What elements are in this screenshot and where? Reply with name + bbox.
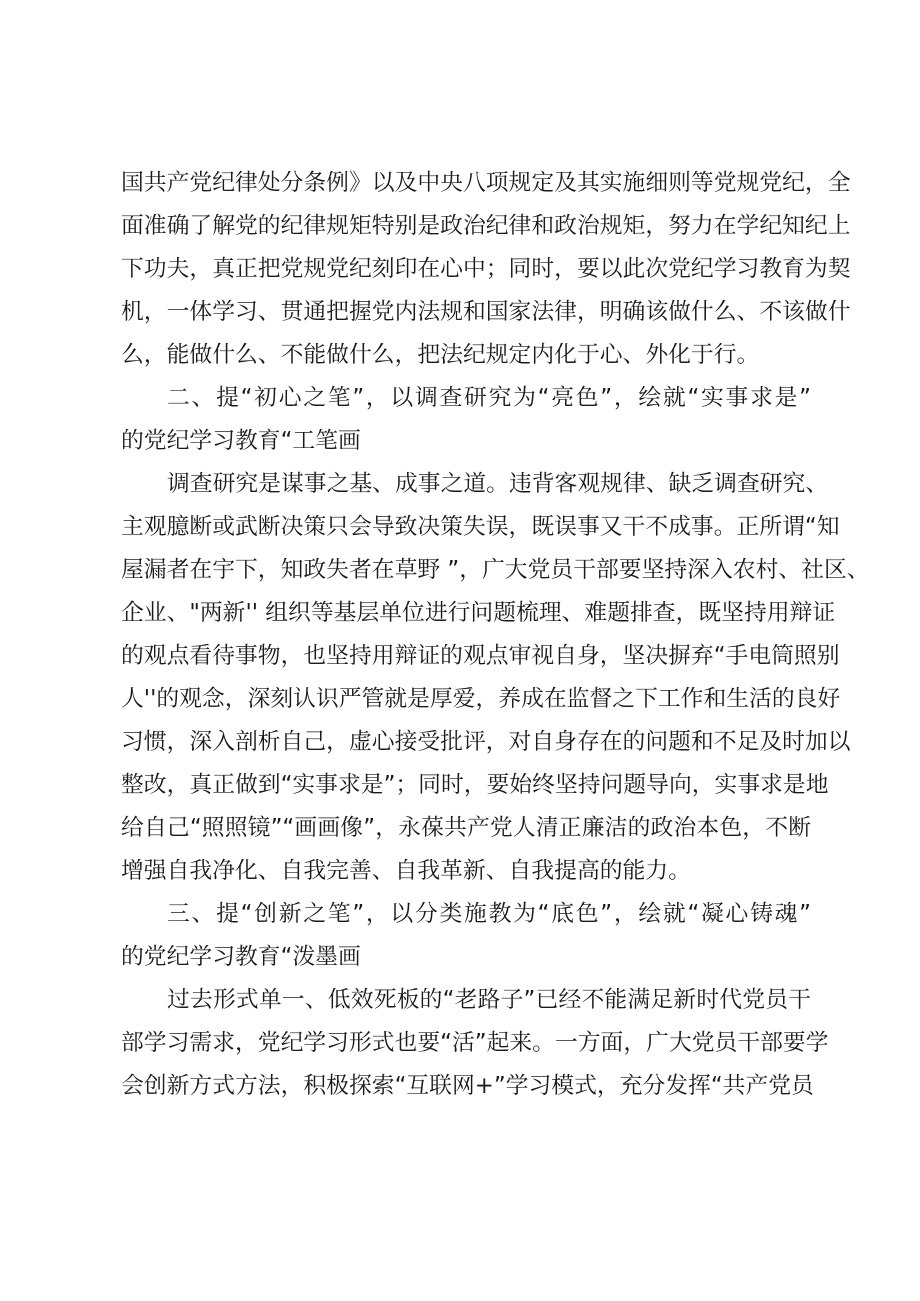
body-text-line: 的观点看待事物，也坚持用辩证的观点审视自身，坚决摒弃“手电筒照别 <box>121 643 840 669</box>
body-text-line: 人''的观念，深刻认识严管就是厚爱，养成在监督之下工作和生活的良好 <box>121 686 841 712</box>
body-text-line: 主观臆断或武断决策只会导致决策失误，既误事又干不成事。正所谓“知 <box>121 514 840 540</box>
body-text-line: 过去形式单一、低效死板的“老路子”已经不能满足新时代党员干 <box>167 987 811 1013</box>
body-text-line: 部学习需求，党纪学习形式也要“活”起来。一方面，广大党员干部要学 <box>121 1030 829 1056</box>
body-text-line: 企业、"两新'' 组织等基层单位进行问题梳理、难题排查，既坚持用辩证 <box>121 600 836 626</box>
body-text-line: 下功夫，真正把党规党纪刻印在心中；同时，要以此次党纪学习教育为契 <box>121 256 851 282</box>
body-text-line: 么，能做什么、不能做什么，把法纪规定内化于心、外化于行。 <box>121 342 760 368</box>
section-heading-line: 的党纪学习教育“泼墨画 <box>121 944 361 970</box>
section-heading-line: 三、提“创新之笔”，以分类施教为“底色”，绘就“凝心铸魂” <box>167 901 811 927</box>
body-text-line: 习惯，深入剖析自己，虚心接受批评，对自身存在的问题和不足及时加以 <box>121 729 851 755</box>
body-text-line: 国共产党纪律处分条例》以及中央八项规定及其实施细则等党规党纪，全 <box>121 170 851 196</box>
document-body <box>121 162 870 1108</box>
body-text-line: 面准确了解党的纪律规矩特别是政治纪律和政治规矩，努力在学纪知纪上 <box>121 213 851 239</box>
section-heading-line: 二、提“初心之笔”，以调查研究为“亮色”，绘就“实事求是” <box>167 385 811 411</box>
body-text-line: 会创新方式方法，积极探索“互联网+”学习模式，充分发挥“共产党员 <box>121 1073 814 1099</box>
body-text-line: 调查研究是谋事之基、成事之道。违背客观规律、缺乏调查研究、 <box>167 471 829 497</box>
body-text-line: 整改，真正做到“实事求是”；同时，要始终坚持问题导向，实事求是地 <box>121 772 829 798</box>
body-text-line: 机，一体学习、贯通把握党内法规和国家法律，明确该做什么、不该做什 <box>121 299 851 325</box>
body-text-line: 增强自我净化、自我完善、自我革新、自我提高的能力。 <box>121 858 691 884</box>
body-text-line: 屋漏者在宇下，知政失者在草野 ”，广大党员干部要坚持深入农村、社区、 <box>121 557 870 583</box>
body-text-line: 给自己“照照镜”“画画像”，永葆共产党人清正廉洁的政治本色，不断 <box>121 815 811 841</box>
section-heading-line: 的党纪学习教育“工笔画 <box>121 428 361 454</box>
